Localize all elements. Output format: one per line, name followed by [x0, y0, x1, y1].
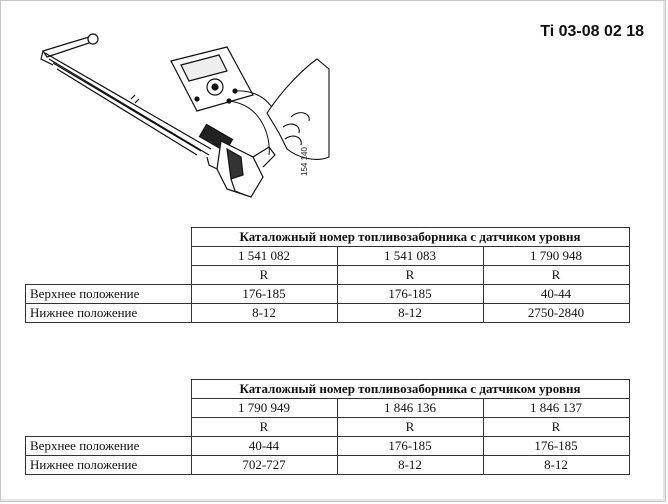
value-cell: 176-185	[337, 437, 483, 456]
row-label: Нижнее положение	[26, 456, 192, 475]
value-cell: 2750-2840	[483, 304, 629, 323]
table-row	[26, 437, 630, 456]
unit-cell: R	[337, 418, 483, 437]
part-number: 1 790 949	[191, 399, 337, 418]
document-code: Ti 03-08 02 18	[540, 23, 644, 40]
value-cell: 40-44	[191, 437, 337, 456]
value-cell: 8-12	[337, 304, 483, 323]
row-label: Верхнее положение	[26, 437, 192, 456]
part-number: 1 846 137	[483, 399, 629, 418]
value-cell: 176-185	[191, 285, 337, 304]
part-number: 1 541 083	[337, 247, 483, 266]
spec-table-1	[25, 227, 630, 323]
fuel-sender-test-illustration	[31, 29, 331, 209]
table-row	[26, 456, 630, 475]
value-cell: 176-185	[337, 285, 483, 304]
part-number: 1 541 082	[191, 247, 337, 266]
row-label: Нижнее положение	[26, 304, 192, 323]
unit-cell: R	[191, 418, 337, 437]
table-header: Каталожный номер топливозаборника с датчиком уровня	[191, 380, 629, 399]
value-cell: 702-727	[191, 456, 337, 475]
row-label: Верхнее положение	[26, 285, 192, 304]
value-cell: 8-12	[191, 304, 337, 323]
unit-cell: R	[483, 266, 629, 285]
unit-cell: R	[483, 418, 629, 437]
table-corner	[26, 228, 192, 247]
table-corner	[26, 380, 192, 399]
table-row	[26, 304, 630, 323]
value-cell: 8-12	[483, 456, 629, 475]
figure-label: 154 140	[300, 147, 309, 176]
value-cell: 40-44	[483, 285, 629, 304]
unit-cell: R	[337, 266, 483, 285]
part-number: 1 790 948	[483, 247, 629, 266]
value-cell: 8-12	[337, 456, 483, 475]
table-row	[26, 285, 630, 304]
spec-table-2	[25, 379, 630, 475]
unit-cell: R	[191, 266, 337, 285]
part-number: 1 846 136	[337, 399, 483, 418]
value-cell: 176-185	[483, 437, 629, 456]
table-header: Каталожный номер топливозаборника с датчиком уровня	[191, 228, 629, 247]
